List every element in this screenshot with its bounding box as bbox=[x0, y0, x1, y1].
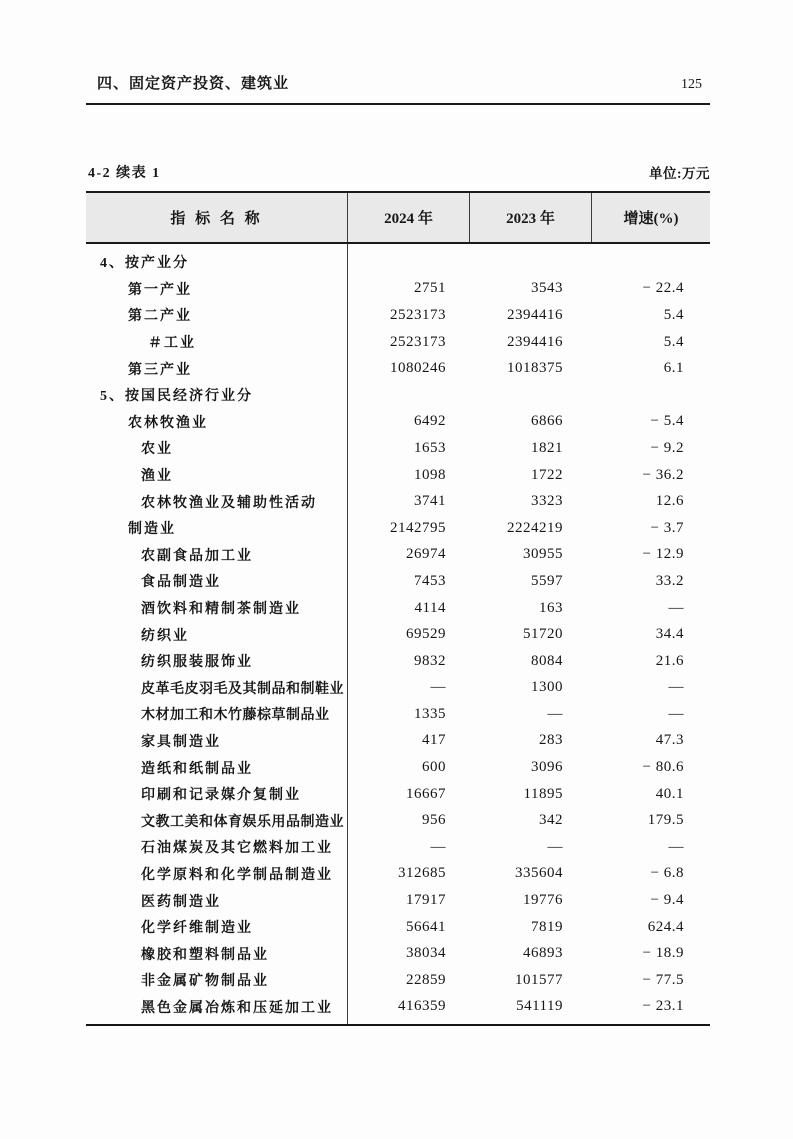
value-2024: 9832 bbox=[414, 652, 446, 669]
value-2024: 22859 bbox=[406, 971, 446, 988]
value-growth: — bbox=[668, 838, 684, 855]
value-2024: 2751 bbox=[414, 280, 446, 297]
value-2024: 416359 bbox=[398, 998, 446, 1015]
table-row bbox=[86, 675, 710, 702]
value-2024: 17917 bbox=[406, 892, 446, 909]
indicator-name: 食品制造业 bbox=[141, 575, 221, 591]
value-growth: 47.3 bbox=[655, 732, 684, 749]
column-header-growth: 增速(%) bbox=[591, 193, 710, 242]
table-header-row bbox=[86, 191, 710, 244]
value-2024: 956 bbox=[422, 812, 446, 829]
table-row bbox=[86, 435, 710, 462]
value-2023: 1722 bbox=[531, 466, 563, 483]
value-growth: − 6.8 bbox=[650, 865, 684, 882]
column-header-2024: 2024 年 bbox=[347, 193, 469, 242]
value-growth: − 77.5 bbox=[642, 971, 684, 988]
value-2023: 1018375 bbox=[507, 360, 563, 377]
table-row bbox=[86, 701, 710, 728]
value-2024: 69529 bbox=[406, 626, 446, 643]
value-2023: 7819 bbox=[531, 918, 563, 935]
value-growth: 5.4 bbox=[663, 306, 684, 323]
indicator-name: 农业 bbox=[141, 442, 173, 458]
value-growth: 40.1 bbox=[655, 785, 684, 802]
indicator-name: 4、按产业分 bbox=[100, 256, 189, 272]
indicator-name: 酒饮料和精制茶制造业 bbox=[141, 602, 301, 618]
running-head bbox=[86, 72, 710, 93]
table-row bbox=[86, 515, 710, 542]
value-growth: 6.1 bbox=[663, 360, 684, 377]
value-2023: 1300 bbox=[531, 679, 563, 696]
value-growth: − 23.1 bbox=[642, 998, 684, 1015]
indicator-name: 家具制造业 bbox=[141, 734, 221, 750]
indicator-name: ＃工业 bbox=[148, 336, 196, 352]
value-2024: 1653 bbox=[414, 439, 446, 456]
value-growth: 624.4 bbox=[647, 918, 684, 935]
value-growth: 34.4 bbox=[655, 626, 684, 643]
table-row bbox=[86, 488, 710, 515]
value-2024: 1080246 bbox=[390, 360, 446, 377]
table-row bbox=[86, 329, 710, 356]
value-2023: 46893 bbox=[523, 945, 563, 962]
value-growth: 33.2 bbox=[655, 572, 684, 589]
value-growth: 21.6 bbox=[655, 652, 684, 669]
value-growth: − 36.2 bbox=[642, 466, 684, 483]
value-2023: 5597 bbox=[531, 572, 563, 589]
value-2023: 3323 bbox=[531, 493, 563, 510]
table-row bbox=[86, 648, 710, 675]
value-2023: 2394416 bbox=[507, 333, 563, 350]
value-2024: 38034 bbox=[406, 945, 446, 962]
indicator-name: 第一产业 bbox=[128, 282, 192, 298]
value-2023: 283 bbox=[539, 732, 563, 749]
indicator-name: 文教工美和体育娱乐用品制造业 bbox=[141, 814, 344, 830]
value-growth: − 5.4 bbox=[650, 413, 684, 430]
value-2023: 30955 bbox=[523, 546, 563, 563]
indicator-name: 制造业 bbox=[128, 522, 176, 538]
value-growth: − 12.9 bbox=[642, 546, 684, 563]
table-row bbox=[86, 728, 710, 755]
value-2023: 541119 bbox=[516, 998, 563, 1015]
value-2024: 1098 bbox=[414, 466, 446, 483]
value-2023: 3543 bbox=[531, 280, 563, 297]
table-row bbox=[86, 462, 710, 489]
table-row bbox=[86, 302, 710, 329]
table-row bbox=[86, 967, 710, 994]
value-2023: 163 bbox=[539, 599, 563, 616]
value-2023: 335604 bbox=[515, 865, 563, 882]
indicator-name: 农副食品加工业 bbox=[141, 548, 253, 564]
value-growth: — bbox=[668, 705, 684, 722]
value-2024: 6492 bbox=[414, 413, 446, 430]
indicator-name: 纺织业 bbox=[141, 628, 189, 644]
value-growth: − 9.2 bbox=[650, 439, 684, 456]
value-2024: 600 bbox=[422, 759, 446, 776]
table-row bbox=[86, 595, 710, 622]
section-title: 四、固定资产投资、建筑业 bbox=[97, 76, 290, 92]
value-growth: − 80.6 bbox=[642, 759, 684, 776]
indicator-name: 造纸和纸制品业 bbox=[141, 761, 253, 777]
value-2024: 2523173 bbox=[390, 333, 446, 350]
value-2023: 101577 bbox=[515, 971, 563, 988]
unit-label: 单位:万元 bbox=[649, 166, 710, 181]
value-2024: 4114 bbox=[414, 599, 446, 616]
table-row bbox=[86, 249, 710, 276]
indicator-name: 化学纤维制造业 bbox=[141, 921, 253, 937]
table-caption-row bbox=[86, 162, 710, 182]
table-row bbox=[86, 409, 710, 436]
indicator-name: 第二产业 bbox=[128, 309, 192, 325]
value-2024: — bbox=[430, 838, 446, 855]
value-2024: 312685 bbox=[398, 865, 446, 882]
value-2024: 56641 bbox=[406, 918, 446, 935]
value-2023: 6866 bbox=[531, 413, 563, 430]
indicator-name: 黑色金属冶炼和压延加工业 bbox=[141, 1000, 333, 1016]
value-2024: 2142795 bbox=[390, 519, 446, 536]
table-row bbox=[86, 754, 710, 781]
table-row bbox=[86, 276, 710, 303]
value-2024: 7453 bbox=[414, 572, 446, 589]
indicator-name: 农林牧渔业 bbox=[128, 415, 208, 431]
value-2024: — bbox=[430, 679, 446, 696]
table-row bbox=[86, 568, 710, 595]
indicator-name: 农林牧渔业及辅助性活动 bbox=[141, 495, 317, 511]
value-growth: 179.5 bbox=[647, 812, 684, 829]
indicator-name: 石油煤炭及其它燃料加工业 bbox=[141, 841, 333, 857]
statistics-table bbox=[86, 191, 710, 1026]
value-growth: − 9.4 bbox=[650, 892, 684, 909]
indicator-name: 医药制造业 bbox=[141, 894, 221, 910]
value-growth: — bbox=[668, 599, 684, 616]
table-row bbox=[86, 994, 710, 1021]
value-growth: − 18.9 bbox=[642, 945, 684, 962]
indicator-name: 渔业 bbox=[141, 469, 173, 485]
column-header-2023: 2023 年 bbox=[469, 193, 591, 242]
indicator-name: 第三产业 bbox=[128, 362, 192, 378]
value-growth: − 22.4 bbox=[642, 280, 684, 297]
table-row bbox=[86, 382, 710, 409]
value-2023: 8084 bbox=[531, 652, 563, 669]
indicator-name: 5、按国民经济行业分 bbox=[100, 389, 253, 405]
table-row bbox=[86, 887, 710, 914]
value-2024: 2523173 bbox=[390, 306, 446, 323]
value-2023: 51720 bbox=[523, 626, 563, 643]
value-2023: — bbox=[547, 705, 563, 722]
value-2023: 3096 bbox=[531, 759, 563, 776]
table-row bbox=[86, 355, 710, 382]
value-2023: 342 bbox=[539, 812, 563, 829]
value-2024: 417 bbox=[422, 732, 446, 749]
indicator-name: 木材加工和木竹藤棕草制品业 bbox=[141, 708, 330, 724]
indicator-name: 化学原料和化学制品制造业 bbox=[141, 867, 333, 883]
table-row bbox=[86, 807, 710, 834]
table-row bbox=[86, 781, 710, 808]
value-growth: 5.4 bbox=[663, 333, 684, 350]
table-row bbox=[86, 861, 710, 888]
indicator-name: 非金属矿物制品业 bbox=[141, 974, 269, 990]
value-growth: − 3.7 bbox=[650, 519, 684, 536]
indicator-name: 皮革毛皮羽毛及其制品和制鞋业 bbox=[141, 681, 344, 697]
value-2024: 1335 bbox=[414, 705, 446, 722]
table-row bbox=[86, 914, 710, 941]
page-number: 125 bbox=[681, 77, 702, 92]
value-2023: 2394416 bbox=[507, 306, 563, 323]
value-growth: — bbox=[668, 679, 684, 696]
table-row bbox=[86, 940, 710, 967]
value-2023: 11895 bbox=[523, 785, 563, 802]
table-row bbox=[86, 834, 710, 861]
table-row bbox=[86, 621, 710, 648]
value-growth: 12.6 bbox=[655, 493, 684, 510]
value-2023: 1821 bbox=[531, 439, 563, 456]
value-2024: 16667 bbox=[406, 785, 446, 802]
table-body bbox=[86, 244, 710, 1026]
table-row bbox=[86, 542, 710, 569]
column-header-indicator: 指 标 名 称 bbox=[170, 211, 263, 227]
value-2023: 2224219 bbox=[507, 519, 563, 536]
value-2023: — bbox=[547, 838, 563, 855]
table-caption: 4-2 续表 1 bbox=[88, 166, 161, 181]
indicator-name: 印刷和记录媒介复制业 bbox=[141, 788, 301, 804]
value-2024: 3741 bbox=[414, 493, 446, 510]
header-rule bbox=[86, 103, 710, 105]
value-2024: 26974 bbox=[406, 546, 446, 563]
indicator-name: 纺织服装服饰业 bbox=[141, 655, 253, 671]
indicator-name: 橡胶和塑料制品业 bbox=[141, 947, 269, 963]
value-2023: 19776 bbox=[523, 892, 563, 909]
